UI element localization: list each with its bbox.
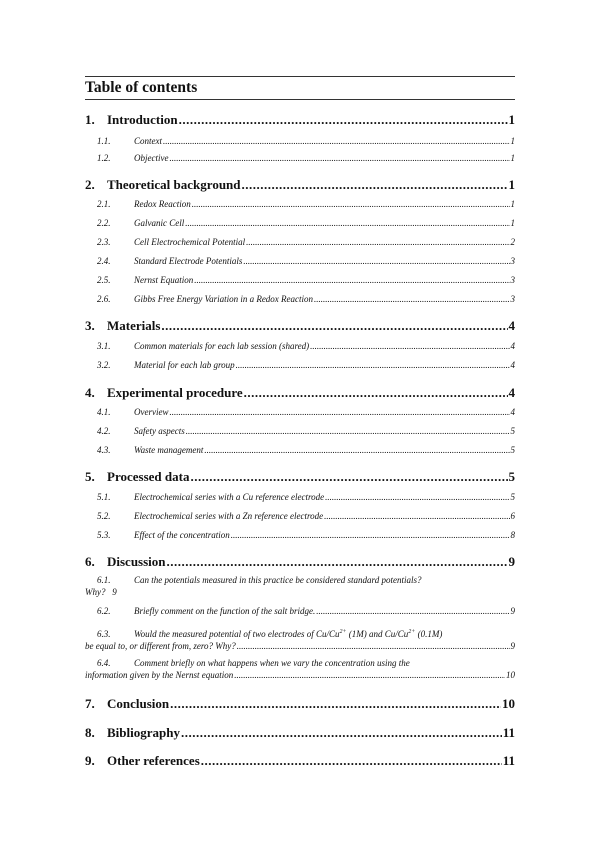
toc-entry-introduction[interactable]	[85, 112, 515, 128]
subsection-title: Common materials for each lab session (shared)	[134, 341, 310, 351]
page-number: 5	[510, 426, 515, 436]
toc-entry-theoretical-background[interactable]	[85, 177, 515, 193]
page-number: 9	[508, 554, 515, 569]
leader-dots	[181, 725, 502, 741]
leader-dots	[243, 256, 509, 266]
page-number: 4	[510, 360, 515, 370]
subsection-title-part: (1M) and Cu/Cu	[346, 629, 409, 639]
leader-dots	[242, 177, 508, 193]
subsection-title: Gibbs Free Energy Variation in a Redox Reaction	[134, 294, 314, 304]
subsection-number: 1.1.	[97, 136, 111, 146]
leader-dots	[244, 385, 508, 401]
leader-dots	[190, 469, 507, 485]
subsection-title: Redox Reaction	[134, 199, 191, 209]
subsection-number: 6.2.	[97, 606, 111, 616]
leader-dots	[310, 341, 509, 351]
toc-entry-objective[interactable]	[97, 153, 515, 163]
leader-dots	[325, 492, 509, 502]
toc-title: Table of contents	[85, 76, 515, 100]
toc-entry-standard-potentials-question[interactable]	[85, 574, 515, 598]
subsection-number: 5.1.	[97, 492, 111, 502]
charge-superscript: 2+	[408, 629, 416, 635]
page-number: 3	[510, 275, 515, 285]
page-number: 5	[508, 469, 515, 484]
subsection-title: Standard Electrode Potentials	[134, 256, 243, 266]
subsection-number: 1.2.	[97, 153, 111, 163]
toc-entry-processed-data[interactable]	[85, 469, 515, 485]
page-number: 9	[112, 587, 117, 597]
subsection-number: 2.4.	[97, 256, 111, 266]
page-number: 1	[510, 218, 515, 228]
page-number: 1	[508, 177, 515, 192]
page-number: 3	[510, 256, 515, 266]
toc-entry-safety-aspects[interactable]	[97, 426, 515, 436]
page-number: 4	[508, 318, 515, 333]
section-title: Theoretical background	[107, 177, 241, 192]
toc-entry-context[interactable]	[97, 136, 515, 146]
toc-entry-material-lab-group[interactable]	[97, 360, 515, 370]
toc-entry-common-materials[interactable]	[97, 341, 515, 351]
toc-entry-concentration-question[interactable]	[85, 657, 515, 681]
toc-entry-cu-reference-series[interactable]	[97, 492, 515, 502]
section-title: Introduction	[107, 112, 178, 127]
leader-dots	[167, 554, 508, 570]
section-number: 5.	[85, 469, 95, 484]
page-number: 1	[510, 153, 515, 163]
section-number: 1.	[85, 112, 95, 127]
page-number: 2	[510, 237, 515, 247]
section-number: 6.	[85, 554, 95, 569]
leader-dots	[316, 606, 509, 616]
subsection-title: Overview	[134, 407, 169, 417]
page-number: 10	[506, 670, 515, 680]
toc-entry-materials[interactable]	[85, 318, 515, 334]
leader-dots	[186, 426, 510, 436]
page-number: 9	[510, 641, 515, 651]
subsection-title: Electrochemical series with a Zn reference electrode	[134, 511, 324, 521]
leader-dots	[169, 407, 509, 417]
leader-dots	[194, 275, 509, 285]
subsection-title: Electrochemical series with a Cu reference electrode	[134, 492, 325, 502]
page-number: 6	[510, 511, 515, 521]
leader-dots	[204, 445, 509, 455]
toc-entry-gibbs-free-energy[interactable]	[97, 294, 515, 304]
subsection-number: 4.1.	[97, 407, 111, 417]
toc-entry-effect-of-concentration[interactable]	[97, 530, 515, 540]
leader-dots	[314, 294, 509, 304]
subsection-title: Comment briefly on what happens when we vary the concentration using the	[134, 658, 410, 668]
section-number: 3.	[85, 318, 95, 333]
leader-dots	[236, 360, 510, 370]
page-number: 5	[510, 445, 515, 455]
leader-dots	[234, 669, 505, 681]
subsection-title: Effect of the concentration	[134, 530, 230, 540]
toc-entry-overview[interactable]	[97, 407, 515, 417]
subsection-title-part: (0.1M)	[415, 629, 443, 639]
toc-entry-standard-electrode-potentials[interactable]	[97, 256, 515, 266]
leader-dots	[185, 218, 509, 228]
page-number: 1	[510, 136, 515, 146]
subsection-title: Waste management	[134, 445, 204, 455]
leader-dots	[324, 511, 509, 521]
toc-entry-experimental-procedure[interactable]	[85, 385, 515, 401]
toc-entry-nernst-equation[interactable]	[97, 275, 515, 285]
toc-entry-other-references[interactable]	[85, 753, 515, 769]
section-number: 9.	[85, 753, 95, 768]
leader-dots	[237, 640, 510, 652]
section-title: Processed data	[107, 469, 190, 484]
leader-dots	[179, 112, 508, 128]
page-number: 5	[510, 492, 515, 502]
page-number: 9	[510, 606, 515, 616]
section-title: Discussion	[107, 554, 166, 569]
page-number: 8	[510, 530, 515, 540]
subsection-number: 5.3.	[97, 530, 111, 540]
leader-dots	[169, 153, 509, 163]
toc-entry-galvanic-cell[interactable]	[97, 218, 515, 228]
section-number: 7.	[85, 696, 95, 711]
leader-dots	[201, 753, 502, 769]
subsection-title: Objective	[134, 153, 169, 163]
subsection-number: 2.1.	[97, 199, 111, 209]
leader-dots	[246, 237, 509, 247]
page-number: 4	[510, 407, 515, 417]
subsection-number: 6.3.	[97, 629, 111, 639]
leader-dots	[170, 696, 501, 712]
subsection-number: 2.5.	[97, 275, 111, 285]
section-title: Conclusion	[107, 696, 170, 711]
section-title: Experimental procedure	[107, 385, 243, 400]
subsection-number: 3.2.	[97, 360, 111, 370]
page-number: 10	[502, 696, 515, 711]
section-number: 8.	[85, 725, 95, 740]
leader-dots	[163, 136, 510, 146]
section-title: Other references	[107, 753, 200, 768]
subsection-number: 6.4.	[97, 658, 111, 668]
leader-dots	[192, 199, 510, 209]
toc-entry-salt-bridge-question[interactable]	[97, 606, 515, 616]
page-number: 3	[510, 294, 515, 304]
toc-entry-cell-potential[interactable]	[97, 237, 515, 247]
page-number: 4	[510, 341, 515, 351]
subsection-title: Context	[134, 136, 162, 146]
toc-entry-zn-reference-series[interactable]	[97, 511, 515, 521]
toc-entry-discussion[interactable]	[85, 554, 515, 570]
toc-entry-conclusion[interactable]	[85, 696, 515, 712]
toc-entry-cu-electrodes-question[interactable]	[85, 626, 515, 652]
subsection-title: Would the measured potential of two electrodes of Cu/Cu	[134, 629, 340, 639]
page-number: 1	[510, 199, 515, 209]
toc-entry-bibliography[interactable]	[85, 725, 515, 741]
subsection-number: 5.2.	[97, 511, 111, 521]
subsection-title: Briefly comment on the function of the salt bridge.	[134, 606, 316, 616]
subsection-number: 2.2.	[97, 218, 111, 228]
toc-entry-waste-management[interactable]	[97, 445, 515, 455]
subsection-title: Nernst Equation	[134, 275, 194, 285]
subsection-title: Safety aspects	[134, 426, 185, 436]
subsection-number: 2.3.	[97, 237, 111, 247]
page-number: 11	[502, 753, 515, 768]
subsection-number: 2.6.	[97, 294, 111, 304]
section-number: 2.	[85, 177, 95, 192]
subsection-title: Material for each lab group	[134, 360, 235, 370]
section-title: Bibliography	[107, 725, 180, 740]
subsection-number: 3.1.	[97, 341, 111, 351]
subsection-title: Can the potentials measured in this practice be considered standard potentials?	[134, 575, 422, 585]
subsection-number: 4.3.	[97, 445, 111, 455]
leader-dots	[161, 318, 507, 334]
subsection-number: 4.2.	[97, 426, 111, 436]
page-number: 4	[508, 385, 515, 400]
subsection-title: Cell Electrochemical Potential	[134, 237, 246, 247]
subsection-title: Galvanic Cell	[134, 218, 185, 228]
section-title: Materials	[107, 318, 161, 333]
toc-entry-redox-reaction[interactable]	[97, 199, 515, 209]
page-number: 11	[502, 725, 515, 740]
subsection-title-continued: be equal to, or different from, zero? Why?	[85, 641, 236, 651]
subsection-title-continued: Why?	[85, 587, 106, 597]
section-number: 4.	[85, 385, 95, 400]
charge-superscript: 2+	[339, 629, 347, 635]
leader-dots	[231, 530, 510, 540]
page-number: 1	[508, 112, 515, 127]
subsection-title-continued: information given by the Nernst equation	[85, 670, 234, 680]
subsection-number: 6.1.	[97, 575, 111, 585]
